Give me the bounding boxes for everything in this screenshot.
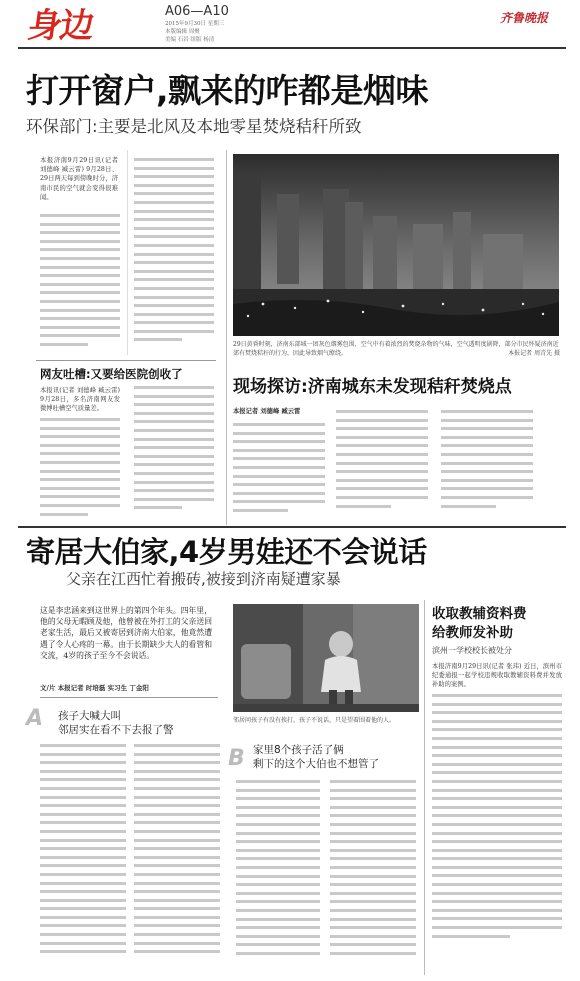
sidebar-intro: 本报济南9月29日讯(记者 张玮) 近日，滨州市纪委通报一起学校违规收取教辅资料费并发放补助的案例。 xyxy=(432,663,562,689)
issue-meta: 2015年9月30日 星期三 本版编辑 周聚 美编 石岩 组版 杨清 xyxy=(165,21,225,43)
side-rule xyxy=(36,360,216,361)
column-divider xyxy=(424,600,425,975)
story2-subhead: 父亲在江西忙着搬砖,被接到济南疑遭家暴 xyxy=(66,570,341,588)
smog-photo-caption: 29日黄昏时刻，济南东部城一团灰色烟雾包围，空气中有着浓烈的焚烧杂物的气味，空气透明度剧降，部分市民怀疑济南近郊有焚烧秸秆的行为，因此导致烟气缭绕。 xyxy=(233,341,559,357)
sidebar-subhead: 滨州一学校校长被处分 xyxy=(432,646,512,655)
story1-body-col2 xyxy=(134,158,214,354)
lead-rule xyxy=(40,697,218,698)
side-intro: 本报讯(记者 刘德峰 臧云雷) 9月28日，多名济南网友发微博吐槽空气质量差。 xyxy=(40,387,120,413)
section-rule xyxy=(18,526,566,528)
side-body-col1 xyxy=(40,418,120,524)
story2-lead: 这是李忠涵来到这世界上的第四个年头。四年里，他的父母无暇顾及他，他曾被在外打工的父亲送回老家生活，最后又被寄居到济南大伯家，他竟然遭遇了令人心疼的一幕。由于长期缺少大人的看管和交流，4岁的孩子至今不会说话。 xyxy=(40,606,212,660)
column-divider xyxy=(127,150,128,355)
part-b-col2 xyxy=(330,780,416,974)
story1-intro: 本报济南9月29日讯(记者 刘德峰 臧云雷) 9月28日、29日两天每到傍晚时分，济南市民的空气就会变得很难闻。 xyxy=(40,157,118,201)
newspaper-logo: 齐鲁晚报 xyxy=(500,11,549,25)
part-b-col1 xyxy=(236,780,320,974)
sidebar-headline: 收取教辅资料费 给教师发补助 xyxy=(432,606,527,641)
side-body-col2 xyxy=(134,386,214,524)
smog-cityscape-image xyxy=(233,154,559,336)
page-range: A06—A10 xyxy=(165,4,229,19)
part-a-col1 xyxy=(40,744,126,974)
story2-credits: 文/片 本报记者 时培磊 实习生 丁金阳 xyxy=(40,684,149,692)
child-photo-caption: 邻居问孩子有没有挨打，孩子不说话，只是望着围着他的人。 xyxy=(233,717,396,724)
smog-photo-credit: 本报记者 周青先 摄 xyxy=(508,350,560,357)
part-a-title: 孩子大喊大叫 邻居实在看不下去报了警 xyxy=(58,710,174,736)
masthead-rule xyxy=(18,47,566,49)
sidebar-body xyxy=(432,694,562,974)
child-photo-image xyxy=(233,604,419,712)
part-a-letter: A xyxy=(26,706,44,731)
report-col1 xyxy=(233,423,325,523)
part-b-title: 家里8个孩子活了俩 剩下的这个大伯也不想管了 xyxy=(253,744,379,770)
part-b-letter: B xyxy=(228,746,245,771)
part-a-col2 xyxy=(134,744,220,974)
report-col3 xyxy=(441,410,533,523)
report-byline: 本报记者 刘德峰 臧云雷 xyxy=(233,408,301,415)
story1-subhead: 环保部门:主要是北风及本地零星焚烧秸秆所致 xyxy=(26,117,362,136)
smog-photo xyxy=(233,154,559,336)
section-logo: 身边 xyxy=(25,6,95,46)
story2-headline: 寄居大伯家,4岁男娃还不会说话 xyxy=(26,535,427,569)
child-photo xyxy=(233,604,419,712)
side-headline: 网友吐槽:又要给医院创收了 xyxy=(40,367,183,381)
column-divider xyxy=(226,150,227,525)
report-headline: 现场探访:济南城东未发现秸秆焚烧点 xyxy=(233,377,512,397)
story1-headline: 打开窗户,飘来的咋都是烟味 xyxy=(26,71,429,110)
story1-body-col1 xyxy=(40,214,120,354)
report-col2 xyxy=(336,410,428,523)
